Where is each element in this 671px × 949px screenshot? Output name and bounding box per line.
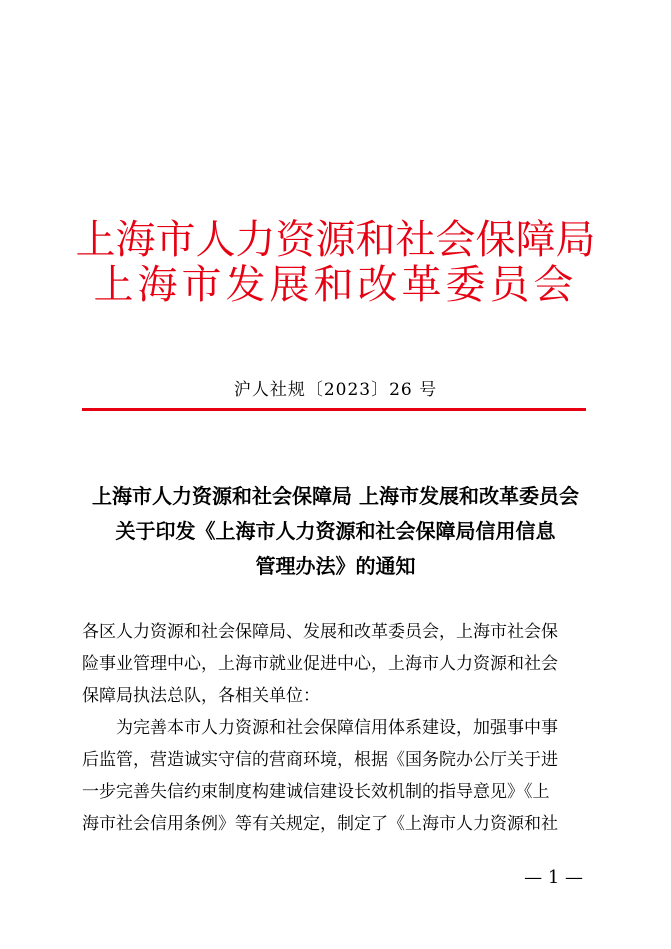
- page-number: — 1 —: [524, 867, 583, 888]
- body-text-line: 后监管，营造诚实守信的营商环境，根据《国务院办公厅关于进: [82, 750, 558, 770]
- body-text-line: 保障局执法总队，各相关单位：: [82, 686, 320, 706]
- body-text-line: 险事业管理中心，上海市就业促进中心，上海市人力资源和社会: [82, 654, 558, 674]
- issuer-name-line-1: 上海市人力资源和社会保障局: [75, 217, 596, 263]
- body-text-line: 为完善本市人力资源和社会保障信用体系建设，加强事中事: [116, 718, 558, 738]
- body-text-line: 一步完善失信约束制度构建诚信建设长效机制的指导意见》《上: [82, 782, 550, 802]
- notice-title-line-3: 管理办法》的通知: [255, 554, 416, 578]
- issuer-name-line-2: 上海市发展和改革委员会: [93, 262, 578, 308]
- body-text-line: 海市社会信用条例》等有关规定，制定了《上海市人力资源和社: [82, 814, 558, 834]
- notice-title-line-2: 关于印发《上海市人力资源和社会保障局信用信息: [115, 519, 556, 543]
- document-number: 沪人社规〔2023〕26 号: [233, 380, 438, 400]
- body-text-line: 各区人力资源和社会保障局、发展和改革委员会，上海市社会保: [82, 622, 558, 642]
- red-divider-rule: [82, 408, 586, 411]
- notice-title-line-1: 上海市人力资源和社会保障局 上海市发展和改革委员会: [92, 484, 579, 508]
